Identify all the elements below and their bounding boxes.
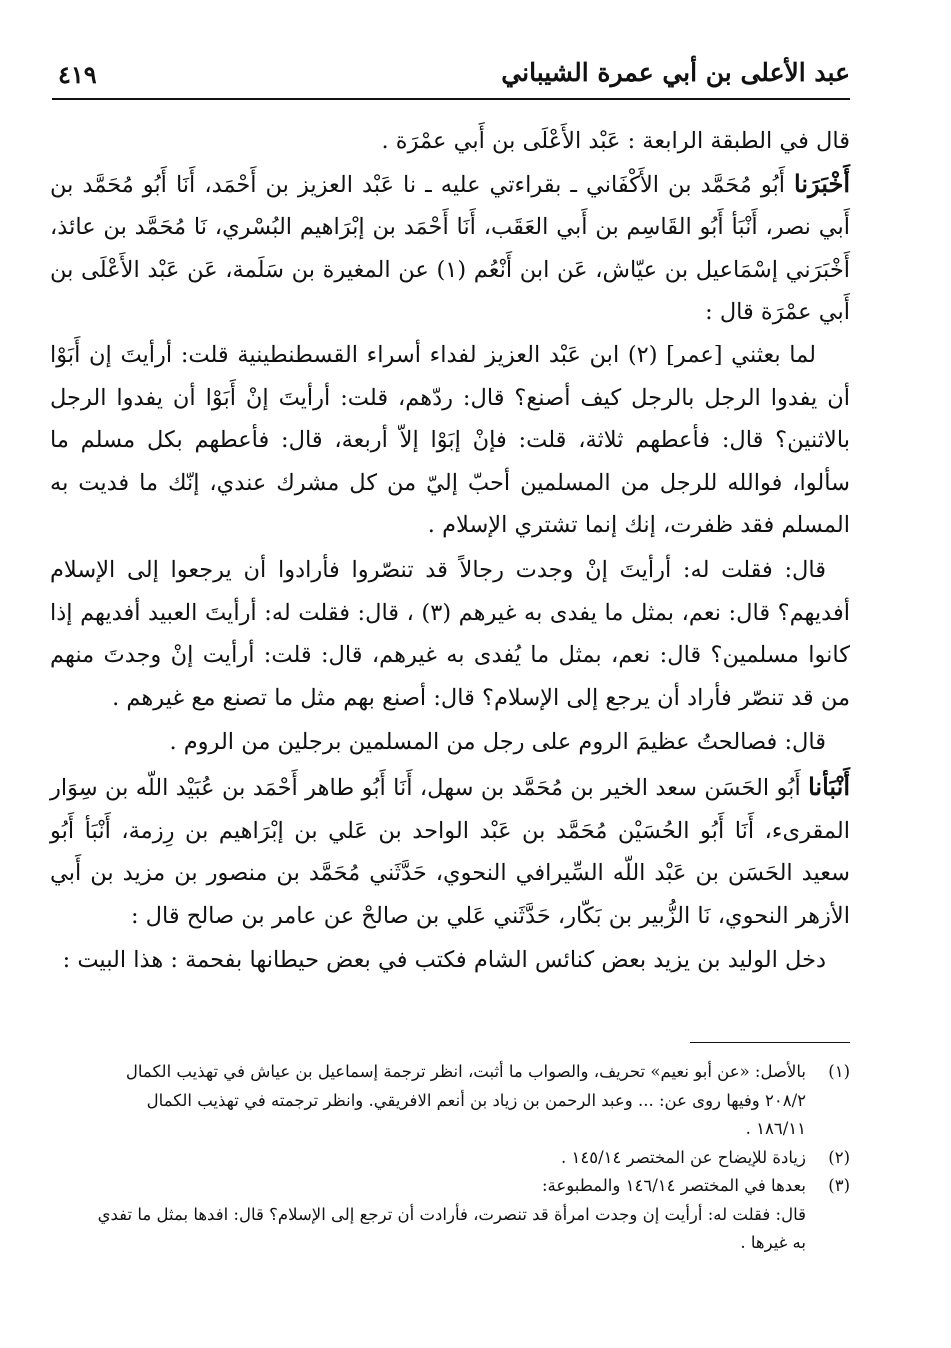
footnote-line: ١٨٦/١١ . [745,1119,806,1138]
footnote-line: زيادة للإيضاح عن المختصر ١٤٥/١٤ . [561,1147,806,1167]
footnote-line: بالأصل: «عن أبو نعيم» تحريف، والصواب ما أثبت، انظر ترجمة إسماعيل بن عياش في تهذيب الكمال [125,1062,806,1081]
footnote-number: (٢) [828,1147,850,1167]
narration-paragraph-2: قال: فقلت له: أرأيتَ إنْ وجدت رجالاً قد تنصّروا فأرادوا أن يرجعوا إلى الإسلام أفديهم؟ قال: نعم، بمثل ما يفدى به غيرهم (٣) ، قال: فقلت له: أرأيتَ العبيد أفديهم إذا كانوا مسلمين؟ قال: نعم، بمثل ما يُفدى به غيرهم، قال: قلت: أرأيت إنْ وجدتَ منهم من قد تنصّر فأراد أن يرجع إلى الإسلام؟ قال: أصنع بهم مثل ما تصنع مع غيرهم . [50,556,850,711]
narration-paragraph-4: دخل الوليد بن يزيد بعض كنائس الشام فكتب في بعض حيطانها بفحمة : هذا البيت : [62,947,826,974]
footnote-text [50,1058,806,1144]
page-header [52,54,850,98]
footnote-line: ٢٠٨/٢ وفيها روى عن: ... وعبد الرحمن بن زياد بن أنعم الافريقي. وانظر ترجمته في تهذيب الكمال [146,1090,806,1110]
footnote-line: بعدها في المختصر ١٤٦/١٤ والمطبوعة: [541,1176,806,1195]
footnote [50,1144,850,1173]
footnote-text [50,1172,806,1201]
isnad-lead-word: أَنْبَأنا [808,771,850,801]
isnad-paragraph-1 [50,163,850,334]
header-rule [52,98,850,100]
isnad-text: أَبُو الحَسَن سعد الخير بن مُحَمَّد بن سهل، أَنَا أَبُو طاهر أَحْمَد بن عُبَيْد اللّه بن سِوَار المقرىء، أَنَا أَبُو الحُسَيْن مُحَمَّد بن عَبْد الواحد بن عَلي بن إبْرَاهيم بن رِزمة، أَنْبَأ أَبُو سعيد الحَسَن بن عَبْد اللّه السِّيرافي النحوي، حَدَّثَني مُحَمَّد بن منصور بن مزيد بن أَبي الأزهر النحوي، نَا الزُّبير بن بَكّار، حَدَّثَني عَلي بن صالحْ عن عامر بن صالح قال : [50,774,850,929]
footnote [50,1058,850,1144]
footnotes [50,1058,850,1258]
isnad-text: أَبُو مُحَمَّد بن الأَكْفَاني ـ بقراءتي عليه ـ نا عَبْد العزيز بن أَحْمَد، أَنَا أَبُو مُحَمَّد بن أَبي نصر، أَنْبَأ أَبُو القَاسِم بن أَبي العَقَب، أَنَا أَحْمَد بن إبْرَاهيم البُسْري، نَا مُحَمَّد بن عائذ، أَخْبَرَني إسْمَاعيل بن عيّاش، عَن ابن أَنْعُم (١) عن المغيرة بن سَلَمة، عَن عَبْد الأَعْلَى بن أَبي عمْرَة قال : [50,171,851,326]
footnote-rule [690,1042,850,1043]
footnote-line: قال: فقلت له: أرأيت إن وجدت امرأة قد تنصرت، فأرادت أن ترجع إلى الإسلام؟ قال: افدها بمثل ما تفدي [97,1204,806,1224]
footnote-number: (٣) [828,1176,850,1195]
footnote-quote [50,1201,850,1258]
section-heading: قال في الطبقة الرابعة : عَبْد الأَعْلَى بن أَبي عمْرَة . [381,128,850,154]
footnote-number: (١) [828,1062,850,1081]
footnote-text [50,1144,806,1173]
narration-paragraph-3: قال: فصالحتُ عظيمَ الروم على رجل من المسلمين برجلين من الروم . [169,729,826,756]
isnad-paragraph-2 [50,766,850,937]
isnad-lead-word: أَخْبَرَنا [794,168,850,198]
footnote [50,1172,850,1201]
narration-paragraph-1: لما بعثني [عمر] (٢) ابن عَبْد العزيز لفداء أسراء القسطنطينية قلت: أرأيتَ إن أَبَوْا أن يفدوا الرجل بالرجل كيف أصنع؟ قال: ردّهم، قلت: أرأيتَ إنْ أَبَوْا أن يفدوا الرجل بالاثنين؟ قال: فأعطهم ثلاثة، قلت: فإنْ إبَوْا إلاّ أربعة، قال: فأعطهم بكل مسلم ما سألوا، فوالله للرجل من المسلمين أحبّ إليّ من كل مشرك عندي، إنّك ما فديت به المسلم فقد ظفرت، إنك إنما تشتري الإسلام . [50,341,850,539]
footnote-line: به غيرها . [740,1233,806,1252]
running-title: عبد الأعلى بن أبي عمرة الشيباني [501,58,850,87]
main-text [50,120,850,982]
page-number: ٤١٩ [58,60,97,89]
